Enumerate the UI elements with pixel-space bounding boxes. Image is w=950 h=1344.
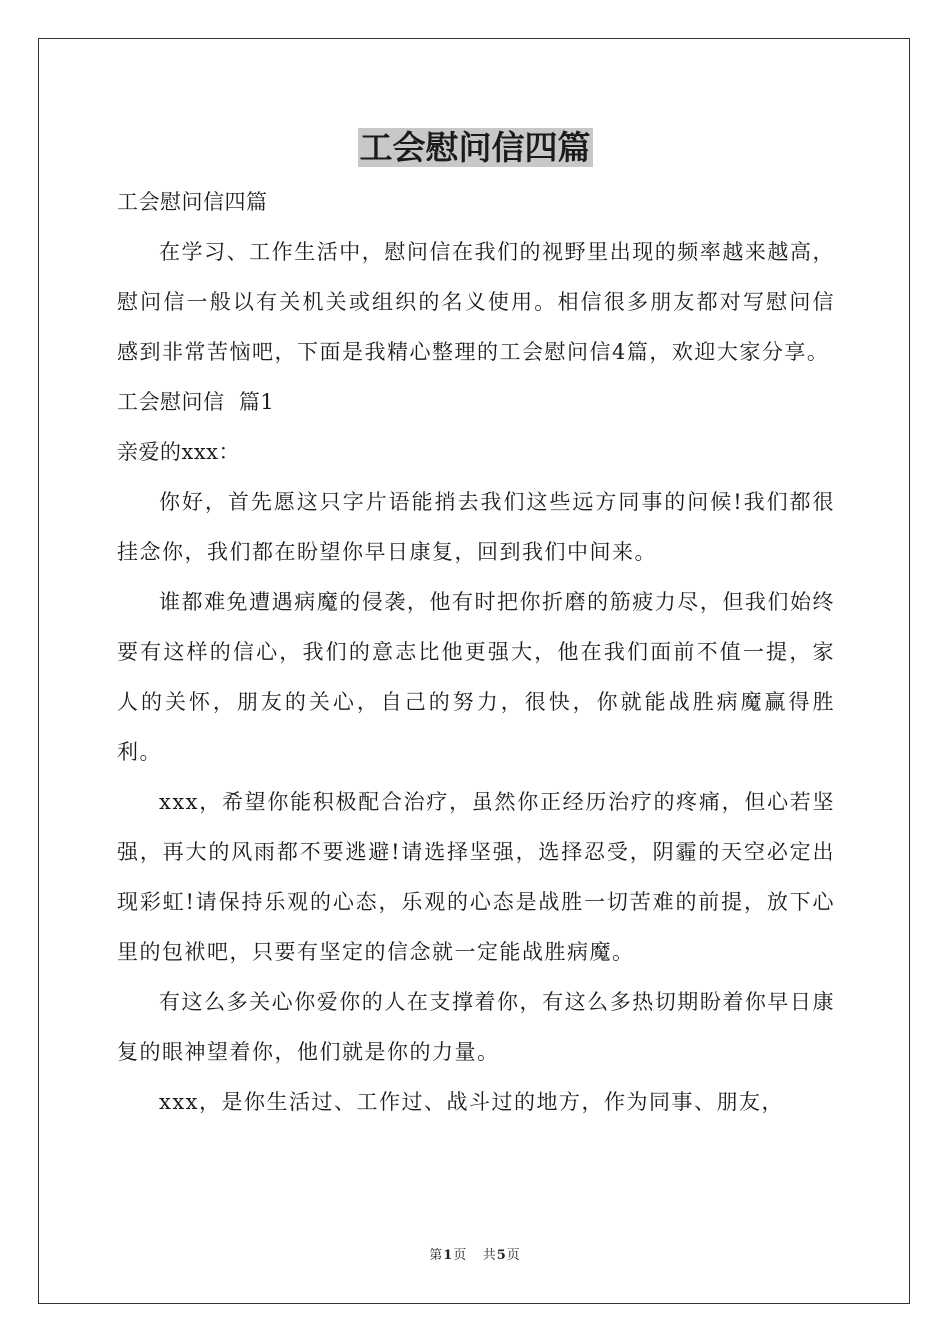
document-title: [0, 126, 950, 170]
intro-paragraph: 在学习、工作生活中，慰问信在我们的视野里出现的频率越来越高，慰问信一般以有关机关或组织的名义使用。相信很多朋友都对写慰问信感到非常苦恼吧，下面是我精心整理的工会慰问信4篇，欢迎大家分享。: [117, 240, 835, 364]
total-prefix: 共: [482, 1248, 497, 1263]
page-suffix: 页: [453, 1248, 468, 1263]
total-suffix: 页: [506, 1248, 521, 1263]
body-paragraph: xxx，是你生活过、工作过、战斗过的地方，作为同事、朋友，: [159, 1090, 785, 1114]
body-paragraph: 你好，首先愿这只字片语能捎去我们这些远方同事的问候!我们都很挂念你，我们都在盼望你早日康复，回到我们中间来。: [117, 490, 835, 564]
document-title-text: 工会慰问信四篇: [359, 128, 591, 167]
page-footer: [0, 1246, 950, 1266]
page-prefix: 第: [429, 1248, 444, 1263]
body-paragraph: 有这么多关心你爱你的人在支撑着你，有这么多热切期盼着你早日康复的眼神望着你，他们就是你的力量。: [117, 990, 835, 1064]
document-subtitle: 工会慰问信四篇: [117, 190, 268, 214]
salutation: 亲爱的xxx：: [117, 440, 241, 464]
section-heading: 工会慰问信 篇1: [117, 390, 275, 414]
body-paragraph: xxx，希望你能积极配合治疗，虽然你正经历治疗的疼痛，但心若坚强，再大的风雨都不要逃避!请选择坚强，选择忍受，阴霾的天空必定出现彩虹!请保持乐观的心态，乐观的心态是战胜一切苦难的前提，放下心里的包袱吧，只要有坚定的信念就一定能战胜病魔。: [117, 790, 835, 964]
total-pages-number: 5: [496, 1248, 507, 1263]
body-paragraph: 谁都难免遭遇病魔的侵袭，他有时把你折磨的筋疲力尽，但我们始终要有这样的信心，我们的意志比他更强大，他在我们面前不值一提，家人的关怀，朋友的关心，自己的努力，很快，你就能战胜病魔赢得胜利。: [117, 590, 835, 764]
current-page-number: 1: [443, 1248, 454, 1263]
document-body: [117, 177, 835, 1127]
